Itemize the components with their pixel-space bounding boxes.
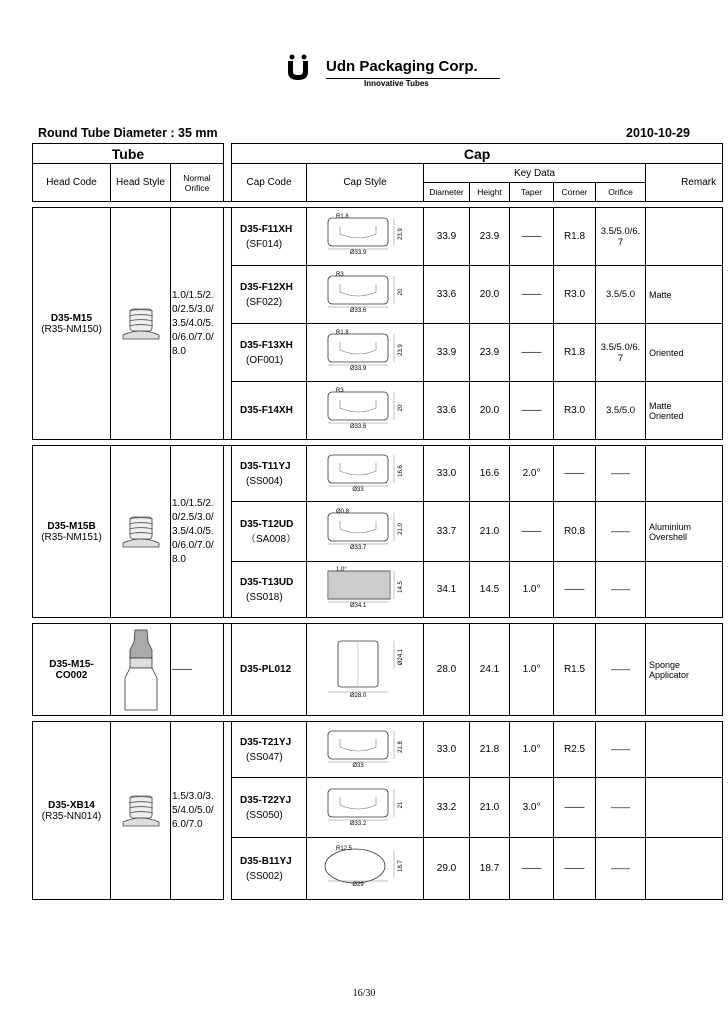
cap-alt-code: (SS050) (246, 809, 283, 821)
head-alt-code: (R35-NM150) (41, 323, 102, 335)
cap-alt-code: (OF001) (246, 354, 284, 366)
head-alt-code: (R35-NN014) (41, 810, 102, 822)
dim-diameter-label: Ø33.2 (349, 820, 367, 827)
cap-remark (646, 722, 723, 778)
cap-code-cell (232, 778, 307, 838)
head-code: D35-M15B (47, 520, 96, 532)
cap-code: D35-T22YJ (240, 794, 292, 806)
cap-row (33, 722, 723, 778)
cap-height: 20.0 (470, 266, 510, 324)
cap-code-cell (232, 502, 307, 562)
cap-code-cell (232, 722, 307, 778)
cap-row (33, 624, 723, 716)
col-head-code: Head Code (33, 164, 111, 202)
cap-code-cell (232, 266, 307, 324)
col-cap-style: Cap Style (307, 164, 424, 202)
cap-orifice: —— (596, 624, 646, 716)
cap-taper: 3.0° (510, 778, 554, 838)
col-orifice: Orifice (596, 183, 646, 202)
cap-alt-code: (SF022) (246, 296, 283, 308)
normal-orifice-cell: 1.0/1.5/2. 0/2.5/3.0/ 3.5/4.0/5. 0/6.0/7.0/ 8.0 (171, 208, 224, 440)
tube-band: Tube (33, 144, 224, 164)
dim-corner-label: R1.8 (336, 213, 349, 220)
tube-head-icon (121, 307, 161, 341)
dim-diameter-label: Ø33.7 (349, 544, 367, 551)
cap-corner: R0.8 (554, 502, 596, 562)
cap-remark: Aluminium Overshell (646, 502, 723, 562)
cap-corner: R1.8 (554, 208, 596, 266)
normal-orifice-cell: 1.0/1.5/2. 0/2.5/3.0/ 3.5/4.0/5. 0/6.0/7.0/ 8.0 (171, 446, 224, 618)
cap-taper: —— (510, 324, 554, 382)
cap-remark (646, 208, 723, 266)
cap-style-cell (307, 382, 424, 440)
cap-height: 21.0 (470, 778, 510, 838)
header-spacer (224, 164, 232, 202)
cap-code: D35-T11YJ (240, 460, 291, 472)
dim-diameter-label: Ø33 (352, 762, 364, 769)
company-tagline: Innovative Tubes (364, 79, 429, 88)
tube-head-icon (121, 515, 161, 549)
cap-orifice: —— (596, 722, 646, 778)
cap-diameter: 33.0 (424, 722, 470, 778)
dim-corner-label: R3 (336, 271, 344, 278)
cap-alt-code: (SS018) (246, 591, 283, 603)
cap-taper: 2.0° (510, 446, 554, 502)
cap-diameter: 33.7 (424, 502, 470, 562)
cap-taper: —— (510, 382, 554, 440)
company-header (280, 46, 540, 96)
cap-drawing (310, 270, 420, 320)
dim-height-label: 21 (398, 801, 405, 808)
cap-remark: Matte Oriented (646, 382, 723, 440)
cap-diameter: 33.6 (424, 266, 470, 324)
col-normal-orifice: Normal Orifice (171, 164, 224, 202)
cap-height: 24.1 (470, 624, 510, 716)
cap-drawing (310, 386, 420, 436)
cap-drawing (310, 507, 420, 557)
cap-orifice: —— (596, 838, 646, 900)
spec-table (32, 143, 723, 900)
cap-diameter: 33.2 (424, 778, 470, 838)
dim-height-label: 14.5 (398, 580, 405, 593)
col-height: Height (470, 183, 510, 202)
cap-code: D35-F14XH (240, 405, 293, 416)
cap-orifice: —— (596, 562, 646, 618)
cap-style-cell (307, 208, 424, 266)
dim-diameter-label: Ø33.9 (349, 365, 367, 372)
cap-corner: —— (554, 778, 596, 838)
dim-height-label: 16.6 (398, 464, 405, 477)
dim-diameter-label: Ø29 (352, 881, 364, 888)
head-code-cell (33, 208, 111, 440)
cap-band: Cap (232, 144, 723, 164)
dim-corner-label: R1.8 (336, 329, 349, 336)
cap-height: 14.5 (470, 562, 510, 618)
cap-orifice: 3.5/5.0/6. 7 (596, 208, 646, 266)
cap-code-cell (232, 624, 307, 716)
head-code: D35-M15 (50, 312, 93, 324)
cap-corner: R3.0 (554, 382, 596, 440)
normal-orifice-cell: 1.5/3.0/3. 5/4.0/5.0/ 6.0/7.0 (171, 722, 224, 900)
group-spacer (224, 722, 232, 900)
cap-alt-code: (SF014) (246, 238, 283, 250)
cap-corner: R2.5 (554, 722, 596, 778)
head-code: D35-M15- CO002 (49, 658, 94, 681)
cap-diameter: 29.0 (424, 838, 470, 900)
cap-remark: Sponge Applicator (646, 624, 723, 716)
cap-row (33, 446, 723, 502)
cap-remark (646, 838, 723, 900)
cap-height: 23.9 (470, 208, 510, 266)
group-spacer (224, 446, 232, 618)
cap-taper: —— (510, 266, 554, 324)
cap-remark: Matte (646, 266, 723, 324)
cap-taper: —— (510, 502, 554, 562)
dim-corner-label: R3 (336, 387, 344, 394)
cap-code: D35-T21YJ (240, 736, 292, 748)
cap-remark (646, 778, 723, 838)
cap-style-cell (307, 838, 424, 900)
cap-drawing (310, 844, 420, 894)
dim-height-label: 20 (398, 404, 405, 411)
dim-corner-label: Ø0.8 (336, 508, 350, 515)
cap-drawing (310, 565, 420, 615)
dim-diameter-label: Ø28.0 (349, 692, 367, 699)
cap-remark: Oriented (646, 324, 723, 382)
page-number: 16/30 (352, 988, 376, 999)
cap-orifice: 3.5/5.0/6. 7 (596, 324, 646, 382)
cap-style-cell (307, 624, 424, 716)
cap-code: D35-F12XH (240, 281, 293, 293)
dim-height-label: 23.9 (398, 227, 405, 240)
group-spacer (224, 208, 232, 440)
cap-row (33, 208, 723, 266)
head-style-cell (111, 446, 171, 618)
cap-orifice: —— (596, 778, 646, 838)
dim-diameter-label: Ø34.1 (349, 602, 367, 609)
cap-diameter: 33.9 (424, 208, 470, 266)
cap-code: D35-F11XH (240, 223, 293, 235)
dim-corner-label: R12.5 (336, 845, 353, 852)
dim-height-label: 23.9 (398, 343, 405, 356)
cap-code: D35-F13XH (240, 339, 293, 351)
dim-diameter-label: Ø33.6 (349, 423, 367, 430)
head-code-cell (33, 722, 111, 900)
dim-height-label: 18.7 (398, 859, 405, 872)
cap-code: D35-B11YJ (240, 855, 292, 867)
cap-drawing (310, 725, 420, 775)
cap-alt-code: (SS004) (246, 475, 283, 487)
cap-code: D35-T13UD (240, 576, 294, 588)
cap-taper: 1.0° (510, 624, 554, 716)
cap-drawing (310, 449, 420, 499)
cap-taper: —— (510, 838, 554, 900)
cap-code-cell (232, 324, 307, 382)
cap-style-cell (307, 502, 424, 562)
col-diameter: Diameter (424, 183, 470, 202)
cap-code: D35-PL012 (240, 664, 292, 675)
cap-corner: R1.8 (554, 324, 596, 382)
cap-code-cell (232, 838, 307, 900)
cap-style-cell (307, 266, 424, 324)
cap-taper: —— (510, 208, 554, 266)
cap-style-cell (307, 778, 424, 838)
cap-drawing (310, 328, 420, 378)
cap-orifice: —— (596, 502, 646, 562)
cap-code-cell (232, 562, 307, 618)
col-corner: Corner (554, 183, 596, 202)
head-style-cell (111, 722, 171, 900)
cap-style-cell (307, 324, 424, 382)
cap-height: 21.8 (470, 722, 510, 778)
dim-height-label: 21.8 (398, 740, 405, 753)
cap-style-cell (307, 446, 424, 502)
cap-height: 21.0 (470, 502, 510, 562)
company-name: Udn Packaging Corp. (326, 58, 478, 75)
cap-diameter: 33.6 (424, 382, 470, 440)
head-code: D35-XB14 (48, 799, 95, 811)
col-remark: Remark (646, 164, 723, 202)
head-code-cell (33, 446, 111, 618)
head-code-cell (33, 624, 111, 716)
col-taper: Taper (510, 183, 554, 202)
cap-taper: 1.0° (510, 562, 554, 618)
cap-style-cell (307, 562, 424, 618)
col-cap-code: Cap Code (232, 164, 307, 202)
cap-drawing (310, 212, 420, 262)
col-key-data: Key Data (424, 164, 646, 183)
cap-drawing (310, 783, 420, 833)
cap-corner: —— (554, 562, 596, 618)
company-logo-icon (286, 54, 310, 82)
page-title: Round Tube Diameter : 35 mm (38, 126, 218, 140)
cap-style-cell (307, 722, 424, 778)
head-style-cell (111, 208, 171, 440)
dim-corner-label: 1.0° (336, 566, 347, 573)
band-spacer (224, 144, 232, 164)
cap-orifice: 3.5/5.0 (596, 266, 646, 324)
cap-drawing (310, 635, 420, 705)
head-style-cell (111, 624, 171, 716)
cap-corner: R3.0 (554, 266, 596, 324)
cap-corner: —— (554, 446, 596, 502)
dim-height-label: 20 (398, 288, 405, 295)
cap-code-cell (232, 382, 307, 440)
cap-remark (646, 446, 723, 502)
cap-height: 18.7 (470, 838, 510, 900)
cap-code-cell (232, 208, 307, 266)
dim-diameter-label: Ø33 (352, 486, 364, 493)
cap-remark (646, 562, 723, 618)
dim-height-label: 21.0 (398, 522, 405, 535)
document-date: 2010-10-29 (626, 126, 690, 140)
dim-height-label: Ø24.1 (398, 648, 405, 665)
head-alt-code: (R35-NM151) (41, 531, 102, 543)
tube-head-icon (121, 794, 161, 828)
cap-alt-code: （SA008） (246, 533, 297, 545)
cap-diameter: 33.0 (424, 446, 470, 502)
cap-alt-code: (SS002) (246, 870, 283, 882)
cap-orifice: 3.5/5.0 (596, 382, 646, 440)
cap-corner: R1.5 (554, 624, 596, 716)
dim-diameter-label: Ø33.9 (349, 249, 367, 256)
cap-corner: —— (554, 838, 596, 900)
cap-height: 16.6 (470, 446, 510, 502)
dim-diameter-label: Ø33.6 (349, 307, 367, 314)
cap-diameter: 33.9 (424, 324, 470, 382)
cap-code-cell (232, 446, 307, 502)
applicator-tube-icon (119, 628, 163, 712)
cap-code: D35-T12UD (240, 518, 294, 530)
group-spacer (224, 624, 232, 716)
cap-taper: 1.0° (510, 722, 554, 778)
col-head-style: Head Style (111, 164, 171, 202)
cap-height: 23.9 (470, 324, 510, 382)
normal-orifice-cell: —— (171, 624, 224, 716)
cap-diameter: 34.1 (424, 562, 470, 618)
cap-orifice: —— (596, 446, 646, 502)
cap-diameter: 28.0 (424, 624, 470, 716)
cap-alt-code: (SS047) (246, 751, 283, 763)
cap-height: 20.0 (470, 382, 510, 440)
